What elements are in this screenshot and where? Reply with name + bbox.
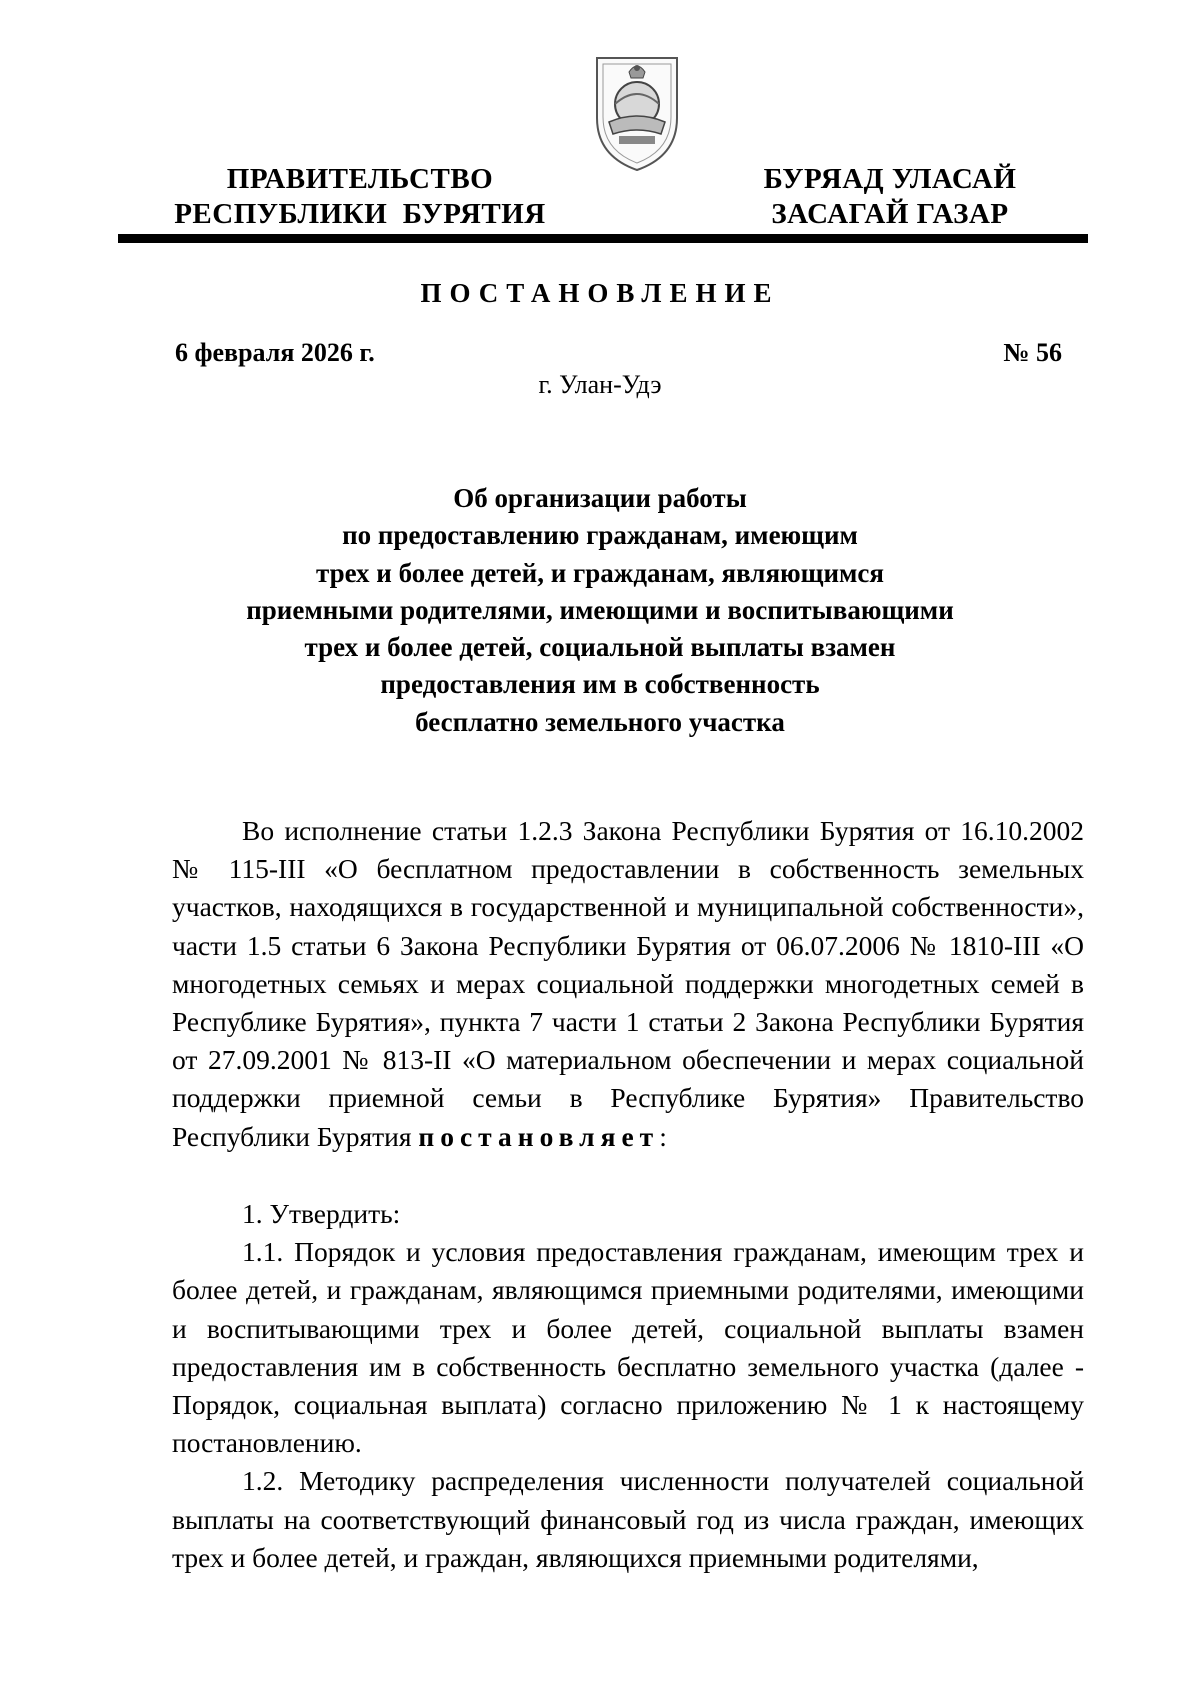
title-line: приемными родителями, имеющими и воспитывающими — [246, 594, 954, 625]
resolves-word: постановляет — [418, 1120, 660, 1152]
header-divider — [118, 234, 1088, 243]
title-line: бесплатно земельного участка — [415, 706, 785, 737]
org-name-buryat — [720, 162, 1060, 232]
items-section — [172, 1195, 1084, 1577]
title-line: предоставления им в собственность — [380, 669, 820, 700]
org-name-russian-line-1: ПРАВИТЕЛЬСТВО — [226, 163, 494, 195]
item-paragraph: 1.2. Методику распределения численности получателей социальной выплаты на соответствующий финансовый год из числа граждан, имеющих трех и более детей, и граждан, являющихся приемными родителями, — [172, 1465, 1084, 1573]
title-line: трех и более детей, и гражданам, являющимся — [315, 557, 885, 588]
preamble-section — [172, 812, 1084, 1156]
title-line: Об организации работы — [453, 483, 747, 513]
document-date: 6 февраля 2026 г. — [175, 338, 375, 367]
document-title — [200, 480, 1000, 741]
preamble-colon: : — [659, 1120, 667, 1152]
item-paragraph: 1. Утвердить: — [242, 1198, 401, 1229]
document-city: г. Улан-Удэ — [538, 370, 662, 399]
preamble-paragraph — [172, 812, 1084, 1156]
title-line: по предоставлению гражданам, имеющим — [342, 520, 858, 551]
preamble-text: Во исполнение статьи 1.2.3 Закона Республики Бурятия от 16.10.2002 № 115-III «О бесплатном предоставлении в собственность земельных участков, находящихся в государственной и муниципальной собственности», части 1.5 статьи 6 Закона Республики Бурятия от 06.07.2006 № 1810-III «О многодетных семьях и мерах социальной поддержки многодетных семей в Республике Бурятия», пункта 7 части 1 статьи 2 Закона Республики Бурятия от 27.09.2001 № 813-II «О материальном обеспечении и мерах социальной поддержки приемной семьи в Республике Бурятия» Правительство Республики Бурятия — [172, 815, 1084, 1152]
org-name-buryat-line-2: ЗАСАГАЙ ГАЗАР — [771, 198, 1009, 230]
org-name-russian — [160, 162, 560, 232]
org-name-buryat-line-1: БУРЯАД УЛАСАЙ — [763, 163, 1017, 195]
item-paragraph: 1.1. Порядок и условия предоставления гражданам, имеющим трех и более детей, и гражданам, являющимся приемными родителями, имеющими и воспитывающими трех и более детей, социальной выплаты взамен предоставления им в собственность бесплатно земельного участка (далее - Порядок, социальная выплата) согласно приложению № 1 к настоящему постановлению. — [172, 1236, 1084, 1459]
document-type: ПОСТАНОВЛЕНИЕ — [420, 278, 780, 308]
title-line: трех и более детей, социальной выплаты взамен — [304, 632, 896, 663]
org-name-russian-line-2: РЕСПУБЛИКИ БУРЯТИЯ — [174, 198, 546, 230]
document-number: № 56 — [1003, 338, 1062, 367]
coat-of-arms-emblem — [589, 48, 685, 174]
